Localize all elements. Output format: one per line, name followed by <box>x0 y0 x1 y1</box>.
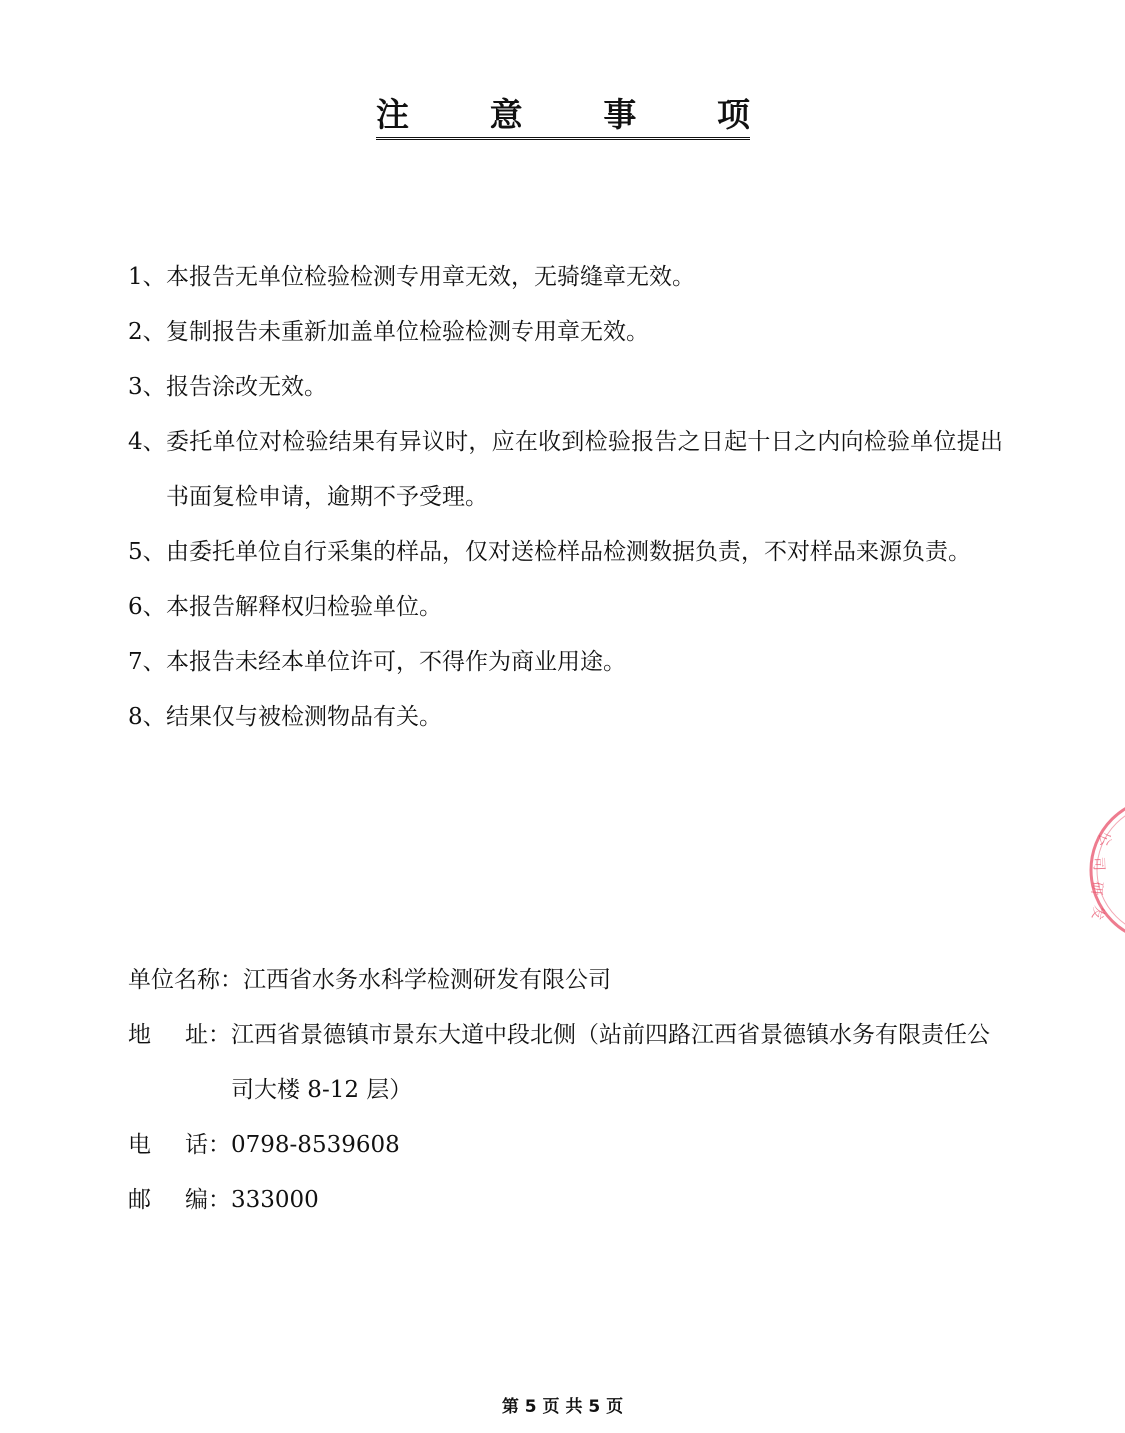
phone-value: 0798-8539608 <box>231 1132 400 1158</box>
address-label <box>128 1008 231 1118</box>
title-char-4: 项 <box>716 95 750 134</box>
note-item <box>128 250 1003 305</box>
postcode-label-a: 邮 <box>128 1187 151 1213</box>
note-item <box>128 580 1003 635</box>
note-item <box>128 305 1003 360</box>
note-text: 本报告解释权归检验单位。 <box>166 594 442 620</box>
title-char-2: 意 <box>489 95 523 134</box>
address-label-a: 地 <box>128 1022 151 1048</box>
page-footer: 第 5 页 共 5 页 <box>501 1397 624 1417</box>
note-number: 7、 <box>128 649 166 675</box>
svg-text:研: 研 <box>1087 880 1105 896</box>
note-item <box>128 635 1003 690</box>
note-number: 8、 <box>128 704 166 730</box>
note-number: 6、 <box>128 594 166 620</box>
unit-name-row <box>128 953 1003 1008</box>
note-text: 本报告未经本单位许可，不得作为商业用途。 <box>166 649 626 675</box>
postcode-row <box>128 1173 1003 1228</box>
phone-label <box>128 1118 231 1173</box>
page-title <box>376 92 750 140</box>
note-text: 结果仅与被检测物品有关。 <box>166 704 442 730</box>
note-item <box>128 525 1003 580</box>
note-text: 本报告无单位检验检测专用章无效，无骑缝章无效。 <box>166 264 695 290</box>
address-row <box>128 1008 1003 1118</box>
note-text: 报告涂改无效。 <box>166 374 327 400</box>
svg-text:司: 司 <box>1090 856 1107 872</box>
unit-info <box>128 953 1003 1228</box>
notes-list <box>128 250 1003 745</box>
note-text: 委托单位对检验结果有异议时，应在收到检验报告之日起十日之内向检验单位提出书面复检申请，逾期不予受理。 <box>166 429 1003 510</box>
phone-label-b: 话： <box>185 1132 231 1158</box>
title-char-1: 注 <box>376 95 409 134</box>
postcode-label <box>128 1173 231 1228</box>
phone-label-a: 电 <box>128 1132 151 1158</box>
note-number: 3、 <box>128 374 166 400</box>
note-item <box>128 415 1003 525</box>
postcode-value: 333000 <box>231 1187 319 1213</box>
svg-text:发: 发 <box>1088 904 1107 922</box>
title-char-3: 事 <box>603 95 637 134</box>
note-number: 4、 <box>128 429 166 455</box>
note-text: 复制报告未重新加盖单位检验检测专用章无效。 <box>166 319 649 345</box>
unit-name-value: 江西省水务水科学检测研发有限公司 <box>243 967 611 993</box>
svg-text:公: 公 <box>1095 830 1114 848</box>
unit-name-label: 单位名称： <box>128 967 243 993</box>
note-item <box>128 360 1003 415</box>
phone-row <box>128 1118 1003 1173</box>
seal-stamp-icon <box>1085 795 1125 945</box>
note-number: 2、 <box>128 319 166 345</box>
address-label-b: 址： <box>185 1022 231 1048</box>
note-number: 5、 <box>128 539 166 565</box>
note-item <box>128 690 1003 745</box>
note-number: 1、 <box>128 264 166 290</box>
address-value: 江西省景德镇市景东大道中段北侧（站前四路江西省景德镇水务有限责任公司大楼 8-12 层） <box>231 1022 990 1103</box>
postcode-label-b: 编： <box>185 1187 231 1213</box>
note-text: 由委托单位自行采集的样品，仅对送检样品检测数据负责，不对样品来源负责。 <box>166 539 971 565</box>
